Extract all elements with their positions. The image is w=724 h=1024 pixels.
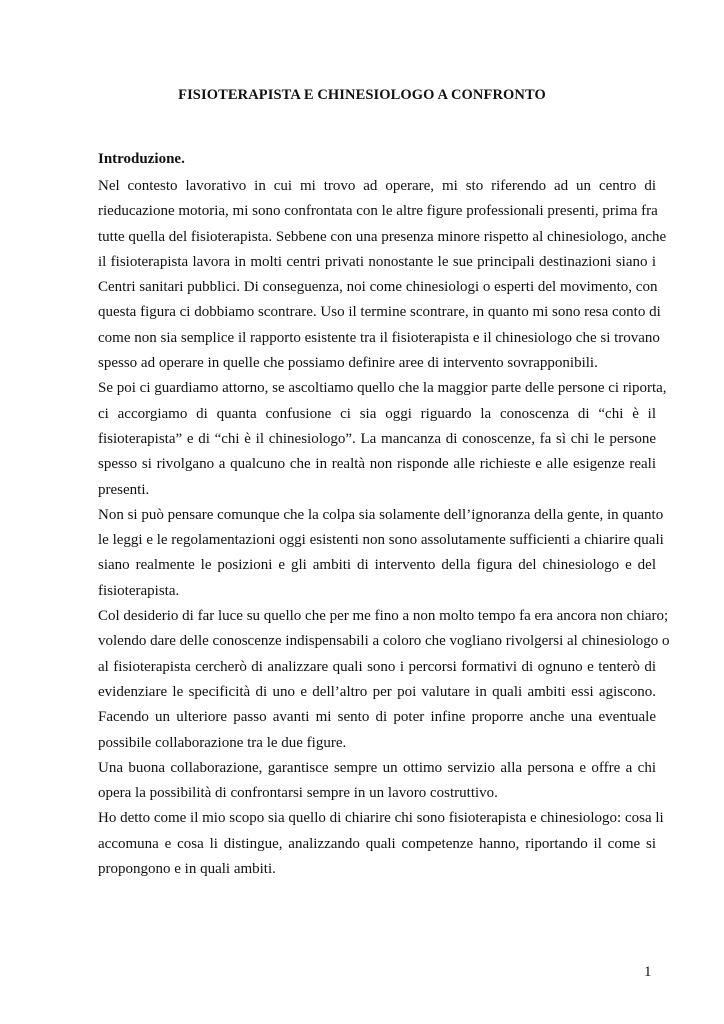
text-line: Nel contesto lavorativo in cui mi trovo ad operare, mi sto riferendo ad un centro di — [98, 178, 656, 194]
body-text — [98, 174, 670, 882]
text-line: al fisioterapista cercherò di analizzare quali sono i percorsi formativi di ognuno e tenterò di — [98, 658, 656, 675]
paragraph — [98, 756, 656, 807]
text-line: Col desiderio di far luce su quello che per me fino a non molto tempo fa era ancora non chiaro; — [98, 608, 669, 625]
text-line: fisioterapista. — [98, 582, 180, 599]
text-line: il fisioterapista lavora in molti centri privati nonostante le sue principali destinazioni siano i — [98, 253, 656, 270]
text-line: propongono e in quali ambiti. — [98, 861, 276, 878]
paragraph — [98, 174, 667, 376]
text-line: spesso ad operare in quelle che possiamo definire aree di intervento sovrapponibili. — [98, 355, 598, 372]
document-title: FISIOTERAPISTA E CHINESIOLOGO A CONFRONTO — [178, 87, 546, 103]
text-line: fisioterapista” e di “chi è il chinesiologo”. La mancanza di conoscenze, fa sì chi le persone — [98, 430, 656, 447]
text-line: ci accorgiamo di quanta confusione ci sia oggi riguardo la conoscenza di “chi è il — [98, 405, 656, 422]
text-line: evidenziare le specificità di uno e dell’altro per poi valutare in quali ambiti essi agiscono. — [98, 683, 656, 700]
text-line: presenti. — [98, 481, 150, 498]
text-line: Una buona collaborazione, garantisce sempre un ottimo servizio alla persona e offre a chi — [98, 759, 656, 776]
text-line: possibile collaborazione tra le due figure. — [98, 734, 347, 751]
text-line: spesso si rivolgano a qualcuno che in realtà non risponde alle richieste e alle esigenze reali — [98, 456, 656, 473]
text-line: siano realmente le posizioni e gli ambiti di intervento della figura del chinesiologo e del — [98, 557, 656, 574]
text-line: volendo dare delle conoscenze indispensabili a coloro che vogliano rivolgersi al chinesiologo o — [98, 633, 670, 650]
text-line: Non si può pensare comunque che la colpa sia solamente dell’ignoranza della gente, in quanto — [98, 506, 664, 523]
section-heading: Introduzione. — [98, 151, 185, 167]
text-line: questa figura ci dobbiamo scontrare. Uso il termine scontrare, in quanto mi sono resa conto di — [98, 304, 661, 321]
text-line: come non sia semplice il rapporto esistente tra il fisioterapista e il chinesiologo che si trovano — [98, 329, 660, 346]
paragraph — [98, 604, 670, 756]
paragraph — [98, 806, 664, 882]
text-line: opera la possibilità di confrontarsi sempre in un lavoro costruttivo. — [98, 785, 498, 802]
text-line: accomuna e cosa li distingue, analizzando quali competenze hanno, riportando il come si — [98, 835, 656, 852]
paragraph — [98, 503, 664, 604]
paragraph — [98, 376, 667, 502]
text-line: rieducazione motoria, mi sono confrontata con le altre figure professionali presenti, prima fra — [98, 203, 658, 220]
page-number: 1 — [644, 964, 652, 980]
text-line: Ho detto come il mio scopo sia quello di chiarire chi sono fisioterapista e chinesiologo: cosa li — [98, 810, 664, 827]
text-line: Centri sanitari pubblici. Di conseguenza, noi come chinesiologi o esperti del movimento, con — [98, 279, 658, 296]
text-line: le leggi e le regolamentazioni oggi esistenti non sono assolutamente sufficienti a chiarire quali — [98, 532, 664, 549]
text-line: Facendo un ulteriore passo avanti mi sento di poter infine proporre anche una eventuale — [98, 709, 656, 726]
text-line: tutte quella del fisioterapista. Sebbene con una presenza minore rispetto al chinesiologo, anche — [98, 228, 667, 245]
text-line: Se poi ci guardiamo attorno, se ascoltiamo quello che la maggior parte delle persone ci riporta, — [98, 380, 667, 397]
